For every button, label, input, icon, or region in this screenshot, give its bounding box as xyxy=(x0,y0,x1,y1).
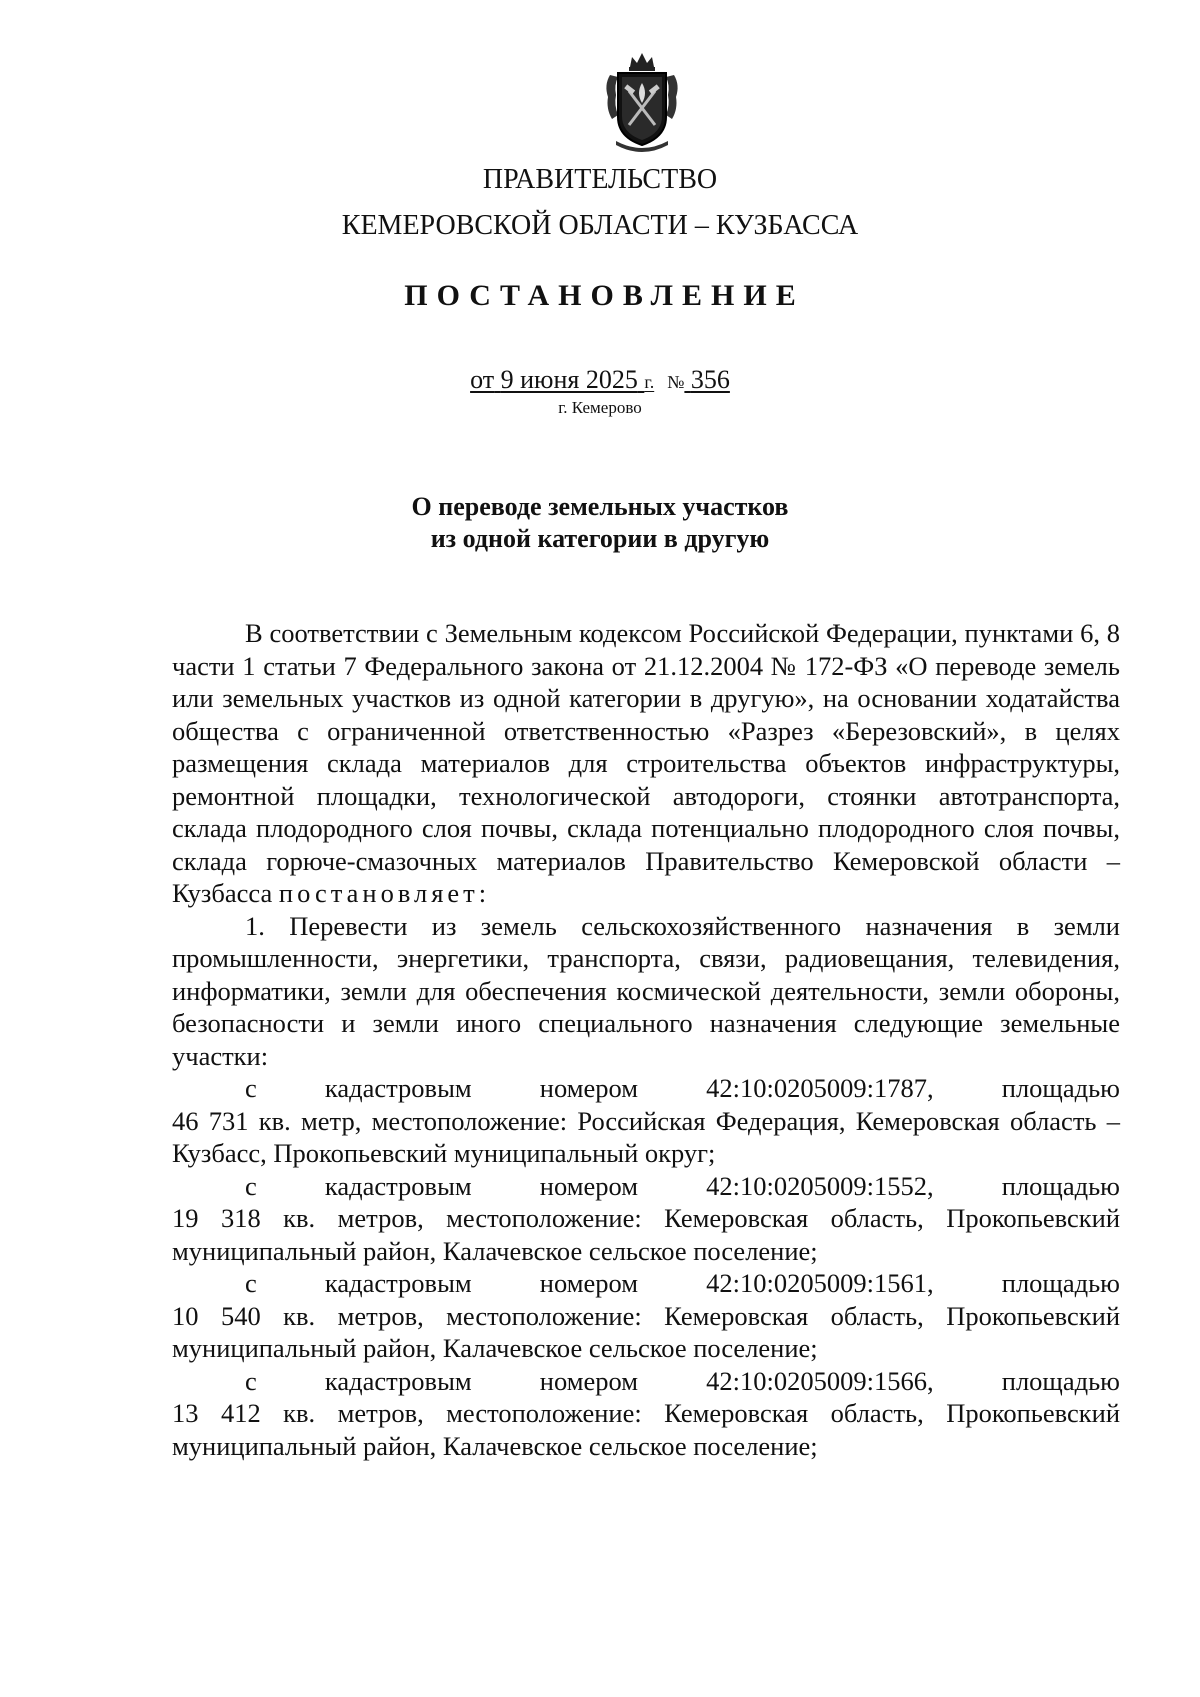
parcel-details: 13 412 кв. метров, местоположение: Кемеровская область, Прокопьевский муниципальный район, Калачевское сельское поселение; xyxy=(172,1398,1120,1461)
date-value: 9 июня 2025 xyxy=(500,365,638,394)
date-suffix: г. xyxy=(644,372,655,392)
government-title-line1: ПРАВИТЕЛЬСТВО xyxy=(482,164,718,195)
parcel-details: 19 318 кв. метров, местоположение: Кемеровская область, Прокопьевский муниципальный район, Калачевское сельское поселение; xyxy=(172,1203,1120,1266)
decree-date-number xyxy=(0,365,1200,397)
number-sign: № xyxy=(667,372,685,392)
date-prefix: от xyxy=(470,365,495,394)
decree-body xyxy=(172,617,1120,1462)
government-title-line2: КЕМЕРОВСКОЙ ОБЛАСТИ – КУЗБАССА xyxy=(341,210,859,241)
cadastral-number: 42:10:0205009:1561, xyxy=(706,1268,934,1298)
parcel-details: 10 540 кв. метров, местоположение: Кемеровская область, Прокопьевский муниципальный район, Калачевское сельское поселение; xyxy=(172,1300,1120,1363)
cadastral-number: 42:10:0205009:1566, xyxy=(706,1365,934,1396)
item-1-paragraph: 1. Перевести из земель сельскохозяйственного назначения в земли промышленности, энергетики, транспорта, связи, радиовещания, телевидения, информатики, земли для обеспечения космической деятельности, земли обороны, безопасности и земли иного специального назначения следующие земельные участки: xyxy=(172,910,1120,1071)
document-type-heading: ПОСТАНОВЛЕНИЕ xyxy=(404,279,805,312)
decree-title-line2: из одной категории в другую xyxy=(430,524,770,553)
city-name: г. Кемерово xyxy=(558,398,642,417)
parcel-first-line: с кадастровым номером 42:10:0205009:1787, площадью xyxy=(245,1073,1120,1103)
decree-word: постановляет: xyxy=(278,878,491,908)
parcel-4 xyxy=(172,1365,1120,1463)
cadastral-number: 42:10:0205009:1787, xyxy=(706,1073,934,1103)
preamble-paragraph xyxy=(172,617,1120,910)
decree-title-line1: О переводе земельных участков xyxy=(411,492,789,521)
preamble-text: В соответствии с Земельным кодексом Российской Федерации, пунктами 6, 8 части 1 статьи 7 Федерального закона от 21.12.2004 № 172-ФЗ «О переводе земель или земельных участков из одной категории в другую», на основании ходатайства общества с ограниченной ответственностью «Разрез «Березовский», в целях размещения склада материалов для строительства объектов инфраструктуры, ремонтной площадки, технологической автодороги, стоянки автотранспорта, склада плодородного слоя почвы, склада потенциально плодородного слоя почвы, склада горюче-смазочных материалов Правительство Кемеровской области – Кузбасса xyxy=(172,618,1120,908)
parcel-3 xyxy=(172,1267,1120,1365)
decree-number: 356 xyxy=(690,365,730,394)
parcel-details: 46 731 кв. метр, местоположение: Российская Федерация, Кемеровская область – Кузбасс, Прокопьевский муниципальный округ; xyxy=(172,1105,1120,1168)
cadastral-number: 42:10:0205009:1552, xyxy=(706,1170,934,1201)
parcel-2 xyxy=(172,1170,1120,1268)
parcel-1 xyxy=(172,1072,1120,1170)
coat-of-arms-icon xyxy=(602,45,682,153)
parcel-first-line: с кадастровым номером 42:10:0205009:1552, площадью xyxy=(245,1170,1120,1201)
parcel-first-line: с кадастровым номером 42:10:0205009:1561, площадью xyxy=(245,1268,1120,1298)
parcel-first-line: с кадастровым номером 42:10:0205009:1566, площадью xyxy=(245,1365,1120,1396)
coat-of-arms-emblem xyxy=(602,45,682,153)
